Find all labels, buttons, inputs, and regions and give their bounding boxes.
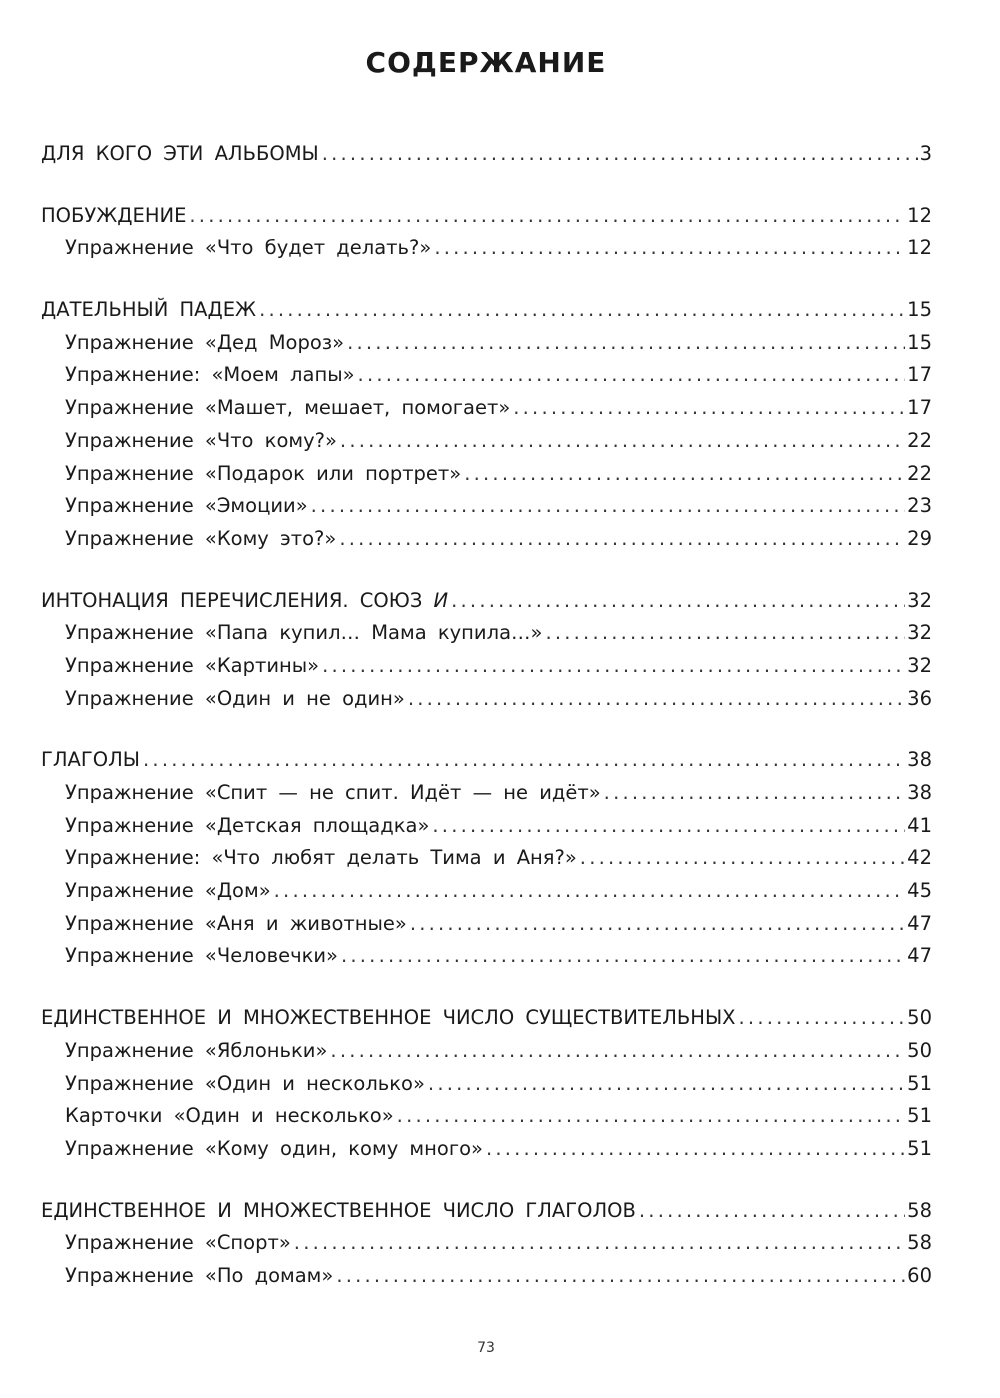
- toc-leader-dots: [486, 1133, 905, 1166]
- toc-entry-label: Упражнение «Дед Мороз»: [65, 330, 345, 354]
- toc-page-number: 58: [907, 1231, 932, 1255]
- toc-heading-label: ДЛЯ КОГО ЭТИ АЛЬБОМЫ: [41, 142, 319, 165]
- footer-page-number: 73: [477, 1340, 495, 1356]
- toc-entry-label: Упражнение: «Моем лапы»: [65, 363, 355, 387]
- toc-heading-label: ПОБУЖДЕНИЕ: [41, 203, 187, 227]
- toc-page-number: 41: [907, 813, 932, 837]
- toc-page-number: 60: [907, 1263, 932, 1287]
- toc-section: [41, 1195, 932, 1293]
- toc-leader-dots: [434, 232, 905, 265]
- toc-leader-dots: [432, 810, 905, 843]
- toc-page-number: 22: [907, 428, 932, 452]
- toc-entry[interactable]: [41, 425, 932, 458]
- toc-leader-dots: [397, 1100, 906, 1133]
- toc-heading-label: [41, 585, 448, 618]
- toc-page-number: 17: [907, 363, 932, 387]
- toc-entry-label: Упражнение «Что кому?»: [65, 428, 337, 452]
- toc-entry-label: Упражнение «Эмоции»: [65, 494, 308, 518]
- toc-entry[interactable]: [41, 392, 932, 425]
- toc-page-number: 32: [907, 653, 932, 677]
- toc-page-number: 42: [907, 846, 932, 870]
- toc-entry-label: Упражнение «Машет, мешает, помогает»: [65, 396, 511, 420]
- toc-leader-dots: [339, 523, 905, 556]
- toc-page-number: 45: [907, 879, 932, 903]
- toc-leader-dots: [513, 392, 905, 425]
- toc-leader-dots: [347, 327, 905, 360]
- toc-page-number: 50: [907, 1038, 932, 1062]
- toc-leader-dots: [259, 294, 905, 327]
- toc-page-number: 32: [907, 588, 932, 612]
- toc-page-number: 51: [907, 1104, 932, 1128]
- toc-page-number: 22: [907, 461, 932, 485]
- toc-page-number: 51: [907, 1071, 932, 1095]
- toc-entry[interactable]: [41, 908, 932, 941]
- toc-entry[interactable]: [41, 359, 932, 392]
- toc-leader-dots: [639, 1195, 905, 1228]
- toc-heading-label: ДАТЕЛЬНЫЙ ПАДЕЖ: [41, 298, 257, 322]
- toc-heading[interactable]: [41, 138, 932, 171]
- toc-entry-label: Упражнение «Человечки»: [65, 944, 338, 968]
- toc-entry-label: Карточки «Один и несколько»: [65, 1104, 394, 1128]
- toc-entry[interactable]: [41, 458, 932, 491]
- toc-page-number: 23: [907, 494, 932, 518]
- toc-section: [41, 1002, 932, 1165]
- toc-leader-dots: [330, 1035, 905, 1068]
- toc-leader-dots: [428, 1068, 905, 1101]
- toc-leader-dots: [580, 842, 905, 875]
- toc-entry-label: Упражнение «Детская площадка»: [65, 813, 430, 837]
- toc-entry-label: Упражнение «Папа купил… Мама купила…»: [65, 621, 543, 645]
- toc-section: [41, 585, 932, 716]
- toc-entry[interactable]: [41, 1227, 932, 1260]
- toc-entry-label: Упражнение «Яблоньки»: [65, 1038, 328, 1062]
- toc-entry-label: Упражнение «По домам»: [65, 1263, 334, 1287]
- toc-page-number: 15: [907, 330, 932, 354]
- toc-heading[interactable]: [41, 1002, 932, 1035]
- toc-leader-dots: [358, 359, 906, 392]
- toc-leader-dots: [274, 875, 906, 908]
- toc-page-number: 58: [907, 1198, 932, 1222]
- toc-heading-label: ЕДИНСТВЕННОЕ И МНОЖЕСТВЕННОЕ ЧИСЛО ГЛАГОЛОВ: [41, 1198, 636, 1222]
- toc-entry[interactable]: [41, 1133, 932, 1166]
- toc-section: [41, 138, 932, 171]
- toc-entry[interactable]: [41, 842, 932, 875]
- toc-heading[interactable]: [41, 200, 932, 233]
- toc-entry-label: Упражнение «Спит — не спит. Идёт — не идёт»: [65, 781, 601, 804]
- toc-leader-dots: [545, 617, 905, 650]
- toc-heading[interactable]: [41, 585, 932, 618]
- toc-page-number: 47: [907, 911, 932, 935]
- toc-entry[interactable]: [41, 683, 932, 716]
- toc-page-number: 12: [907, 236, 932, 260]
- toc-page-number: 38: [907, 748, 932, 772]
- toc-heading-italic: И: [433, 588, 449, 612]
- toc-entry-label: Упражнение «Один и несколько»: [65, 1071, 425, 1095]
- toc-heading[interactable]: [41, 744, 932, 777]
- toc-leader-dots: [410, 908, 905, 941]
- toc-leader-dots: [408, 683, 905, 716]
- toc-entry[interactable]: [41, 1260, 932, 1293]
- toc-section: [41, 200, 932, 265]
- toc-page-number: 36: [907, 686, 932, 710]
- toc-heading[interactable]: [41, 1195, 932, 1228]
- toc-leader-dots: [294, 1227, 905, 1260]
- toc-leader-dots: [739, 1002, 906, 1035]
- toc-leader-dots: [464, 458, 905, 491]
- toc-page-number: 15: [907, 298, 932, 322]
- toc-entry-label: Упражнение «Спорт»: [65, 1231, 291, 1255]
- toc-page-number: 38: [907, 781, 932, 804]
- toc-page-number: 3: [919, 142, 932, 165]
- toc-page-number: 17: [907, 396, 932, 420]
- toc-page-number: 32: [907, 621, 932, 645]
- toc-entry[interactable]: [41, 327, 932, 360]
- page-title: СОДЕРЖАНИЕ: [365, 46, 607, 79]
- toc-heading-label: ЕДИНСТВЕННОЕ И МНОЖЕСТВЕННОЕ ЧИСЛО СУЩЕСТВИТЕЛЬНЫХ: [41, 1006, 736, 1030]
- toc-leader-dots: [340, 425, 905, 458]
- toc-entry-label: Упражнение «Кому это?»: [65, 526, 337, 550]
- toc-entry[interactable]: [41, 1068, 932, 1101]
- toc-entry[interactable]: [41, 875, 932, 908]
- toc-leader-dots: [143, 744, 905, 777]
- toc-entry[interactable]: [41, 1100, 932, 1133]
- toc-entry[interactable]: [41, 777, 932, 810]
- toc-section: [41, 294, 932, 556]
- toc-page-number: 47: [907, 944, 932, 968]
- toc-page-number: 50: [907, 1006, 932, 1030]
- toc-entry[interactable]: [41, 650, 932, 683]
- toc-entry-label: Упражнение «Дом»: [65, 879, 271, 903]
- toc-leader-dots: [322, 138, 918, 171]
- table-of-contents: [41, 138, 932, 1322]
- toc-page-number: 12: [907, 203, 932, 227]
- toc-entry[interactable]: [41, 617, 932, 650]
- toc-page-number: 51: [907, 1136, 932, 1160]
- toc-leader-dots: [451, 585, 905, 618]
- toc-section: [41, 744, 932, 973]
- toc-leader-dots: [322, 650, 905, 683]
- toc-entry-label: Упражнение «Картины»: [65, 653, 320, 677]
- toc-heading-label: ГЛАГОЛЫ: [41, 748, 141, 772]
- toc-entry-label: Упражнение «Один и не один»: [65, 686, 405, 710]
- toc-leader-dots: [189, 200, 905, 233]
- toc-entry[interactable]: [41, 810, 932, 843]
- toc-entry-label: Упражнение «Подарок или портрет»: [65, 461, 462, 485]
- toc-heading[interactable]: [41, 294, 932, 327]
- toc-entry[interactable]: [41, 940, 932, 973]
- toc-entry-label: Упражнение «Что будет делать?»: [65, 236, 432, 260]
- toc-entry[interactable]: [41, 523, 932, 556]
- toc-leader-dots: [341, 940, 905, 973]
- toc-page-number: 29: [907, 526, 932, 550]
- toc-entry-label: Упражнение: «Что любят делать Тима и Аня?»: [65, 846, 577, 870]
- toc-entry-label: Упражнение «Аня и животные»: [65, 911, 407, 935]
- toc-leader-dots: [336, 1260, 905, 1293]
- toc-entry[interactable]: [41, 1035, 932, 1068]
- toc-leader-dots: [311, 490, 906, 523]
- toc-entry[interactable]: [41, 490, 932, 523]
- toc-entry[interactable]: [41, 232, 932, 265]
- toc-entry-label: Упражнение «Кому один, кому много»: [65, 1136, 483, 1160]
- toc-heading-text: ИНТОНАЦИЯ ПЕРЕЧИСЛЕНИЯ. СОЮЗ: [41, 588, 434, 612]
- toc-leader-dots: [604, 777, 906, 810]
